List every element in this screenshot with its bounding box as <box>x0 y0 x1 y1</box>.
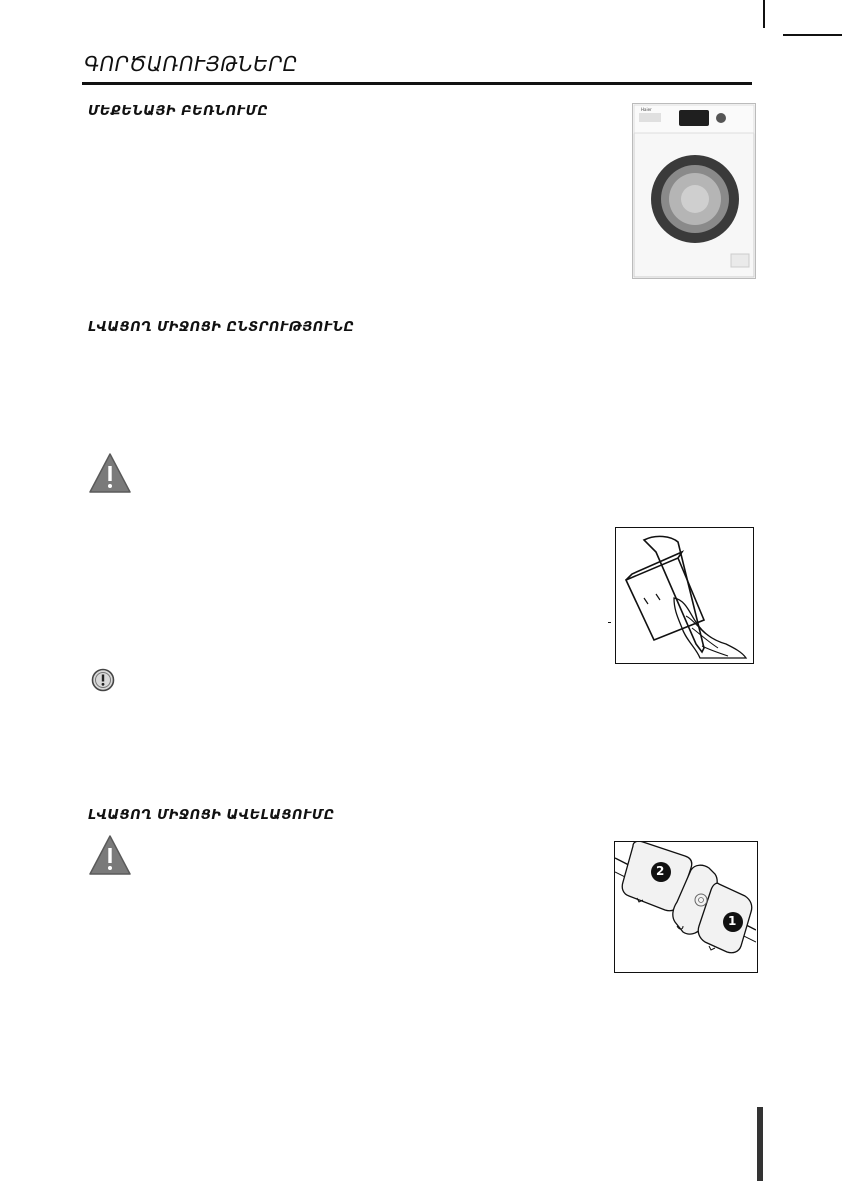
section-heading-loading: ՄԵՔԵՆԱՅԻ ԲԵՌՆՈՒՄԸ <box>88 104 269 119</box>
page-edge-bar <box>757 1107 763 1181</box>
section-heading-adding-detergent: ԼՎԱՑՈՂ ՄԻՋՈՑԻ ԱՎԵԼԱՑՈՒՄԸ <box>88 808 335 823</box>
detergent-pouring-illustration <box>616 528 752 662</box>
page-title: ԳՈՐԾԱՌՈՒՅԹՆԵՐԸ <box>84 52 298 76</box>
tick-mark <box>608 622 611 623</box>
detergent-dispenser-image <box>614 841 758 973</box>
title-rule <box>82 82 752 85</box>
crop-mark-top <box>763 0 765 28</box>
crop-mark-right <box>783 34 842 36</box>
washing-machine-image <box>632 103 756 279</box>
compartment-label-1: 1 <box>728 914 737 928</box>
detergent-pouring-image <box>615 527 754 664</box>
compartment-label-2: 2 <box>656 864 665 878</box>
svg-text:Haier: Haier <box>641 107 652 112</box>
warning-triangle-icon <box>88 452 132 494</box>
washing-machine-illustration <box>633 104 755 278</box>
detergent-dispenser-illustration <box>615 842 756 971</box>
warning-triangle-icon <box>88 834 132 876</box>
notice-circle-icon <box>91 668 115 692</box>
section-heading-detergent-selection: ԼՎԱՑՈՂ ՄԻՋՈՑԻ ԸՆՏՐՈՒԹՅՈՒՆԸ <box>88 320 355 335</box>
